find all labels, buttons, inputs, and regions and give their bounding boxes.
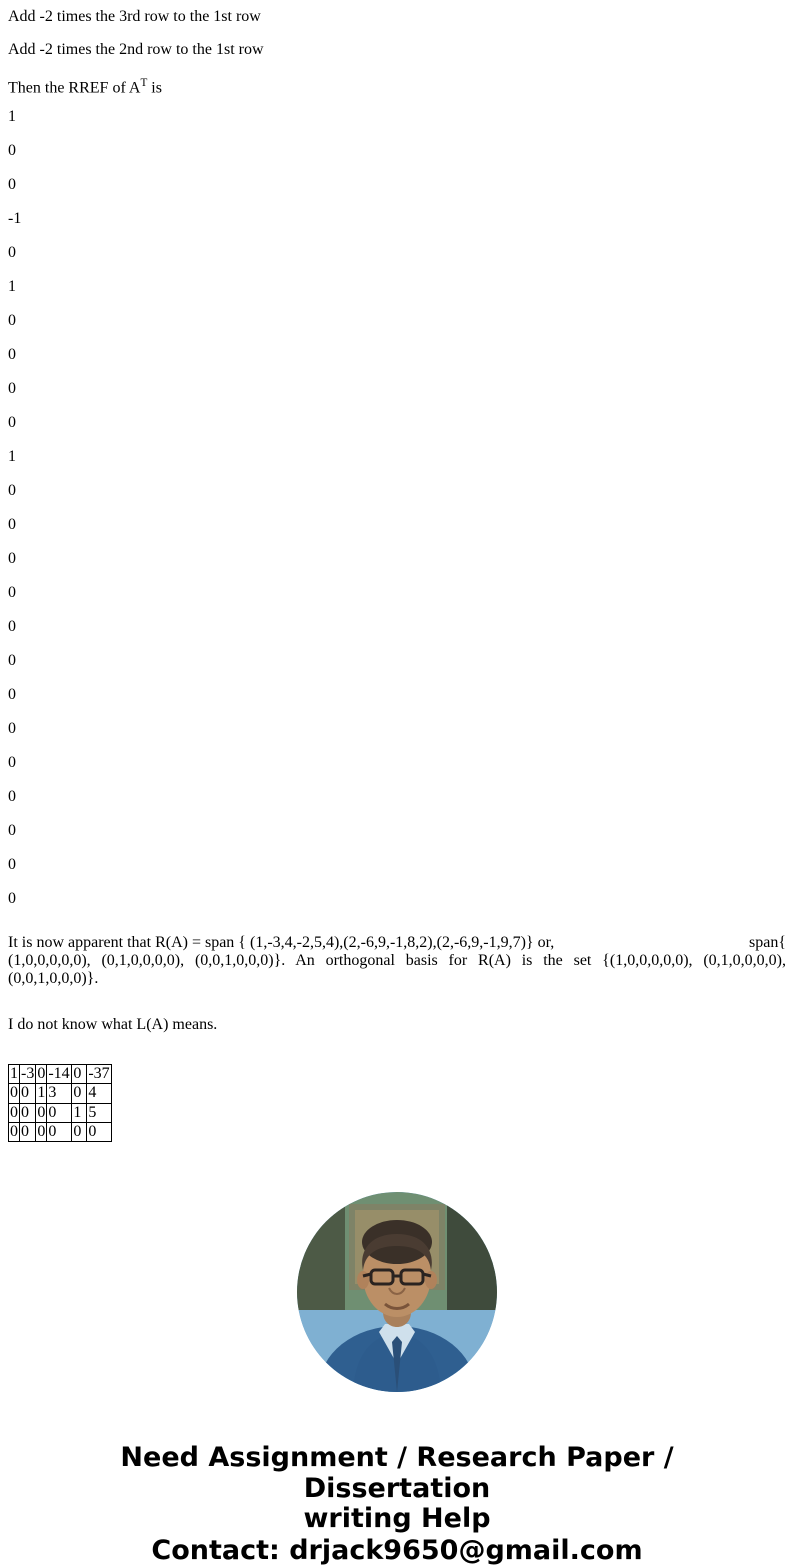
matrix-cell: 0	[10, 1103, 18, 1121]
span-keyword: span{	[748, 934, 786, 951]
matrix-cell: 0	[37, 1122, 46, 1140]
matrix-entry: 0	[8, 176, 16, 193]
matrix-cell: -3	[21, 1064, 35, 1082]
matrix-entry: 1	[8, 278, 16, 295]
matrix-entry: -1	[8, 210, 22, 227]
matrix-cell: 0	[20, 1084, 36, 1103]
range-explanation-paragraph	[8, 934, 786, 988]
rref-statement	[8, 66, 786, 100]
matrix-cell: 0	[87, 1122, 112, 1141]
row-operation-steps	[8, 0, 786, 66]
avatar-container	[8, 1192, 786, 1397]
matrix-entry: 0	[8, 788, 16, 805]
matrix-entry: 0	[8, 346, 16, 363]
matrix-cell: 0	[20, 1122, 36, 1141]
matrix-entry: 1	[8, 108, 16, 125]
matrix-entry: 1	[8, 448, 16, 465]
matrix-entry: 0	[8, 856, 16, 873]
matrix-entries-column	[8, 100, 786, 916]
matrix-cell: 1	[37, 1084, 46, 1102]
matrix-entry: 0	[8, 482, 16, 499]
matrix-cell: 0	[20, 1103, 36, 1122]
matrix-entry: 0	[8, 652, 16, 669]
matrix-entry: 0	[8, 686, 16, 703]
matrix-entry: 0	[8, 516, 16, 533]
matrix-entry: 0	[8, 312, 16, 329]
matrix-cell: 0	[47, 1103, 72, 1122]
transpose-superscript: T	[140, 77, 148, 89]
matrix-cell: 1	[72, 1103, 87, 1122]
table-row	[9, 1122, 112, 1141]
l-of-a-note: I do not know what L(A) means.	[8, 1015, 218, 1033]
matrix-entry: 0	[8, 890, 16, 907]
matrix-cell: 0	[37, 1103, 46, 1121]
avatar	[297, 1192, 497, 1392]
row-operation-step: Add -2 times the 2nd row to the 1st row	[8, 41, 264, 58]
table-row	[9, 1103, 112, 1122]
matrix-cell: 0	[10, 1122, 18, 1140]
rref-prefix: Then the RREF of A	[8, 79, 141, 97]
matrix-cell: 0	[47, 1122, 72, 1141]
paragraph-rest: (1,0,0,0,0,0), (0,1,0,0,0,0), (0,0,1,0,0,0)}. An orthogonal basis for R(A) is the set {(1,0,0,0,0,0), (0,1,0,0,0,0), (0,0,1,0,0,0)}.	[8, 951, 786, 987]
matrix-cell: -14	[47, 1064, 72, 1083]
matrix-entry: 0	[8, 754, 16, 771]
matrix-entry: 0	[8, 584, 16, 601]
promo-line-1: Need Assignment / Research Paper / Dissertation	[120, 1442, 674, 1504]
matrix-cell: 5	[87, 1103, 112, 1122]
matrix-cell: 0	[72, 1084, 87, 1103]
table-row	[9, 1064, 112, 1083]
row-operation-step: Add -2 times the 3rd row to the 1st row	[8, 8, 261, 25]
matrix-cell: 0	[72, 1064, 87, 1083]
table-row	[9, 1084, 112, 1103]
matrix-cell: -37	[87, 1064, 112, 1083]
matrix-cell: 1	[10, 1064, 18, 1082]
paragraph-text-a: It is now apparent that R(A) = span { (1,-3,4,-2,5,4),(2,-6,9,-1,8,2),(2,-6,9,-1,9,7)} or,	[8, 934, 555, 951]
rref-matrix-table	[8, 1064, 112, 1143]
promo-line-2: writing Help	[303, 1502, 491, 1534]
matrix-entry: 0	[8, 414, 16, 431]
paragraph-first-line	[8, 934, 786, 952]
matrix-entry: 0	[8, 822, 16, 839]
matrix-cell: 3	[47, 1084, 72, 1103]
matrix-cell: 0	[72, 1122, 87, 1141]
promo-banner	[8, 1443, 786, 1566]
matrix-entry: 0	[8, 720, 16, 737]
matrix-entry: 0	[8, 142, 16, 159]
matrix-entry: 0	[8, 550, 16, 567]
matrix-cell: 4	[87, 1084, 112, 1103]
matrix-cell: 0	[37, 1064, 46, 1082]
rref-suffix: is	[151, 79, 162, 97]
matrix-entry: 0	[8, 618, 16, 635]
matrix-cell: 0	[10, 1084, 18, 1102]
promo-contact: Contact: drjack9650@gmail.com	[151, 1534, 643, 1566]
matrix-entry: 0	[8, 244, 16, 261]
matrix-entry: 0	[8, 380, 16, 397]
